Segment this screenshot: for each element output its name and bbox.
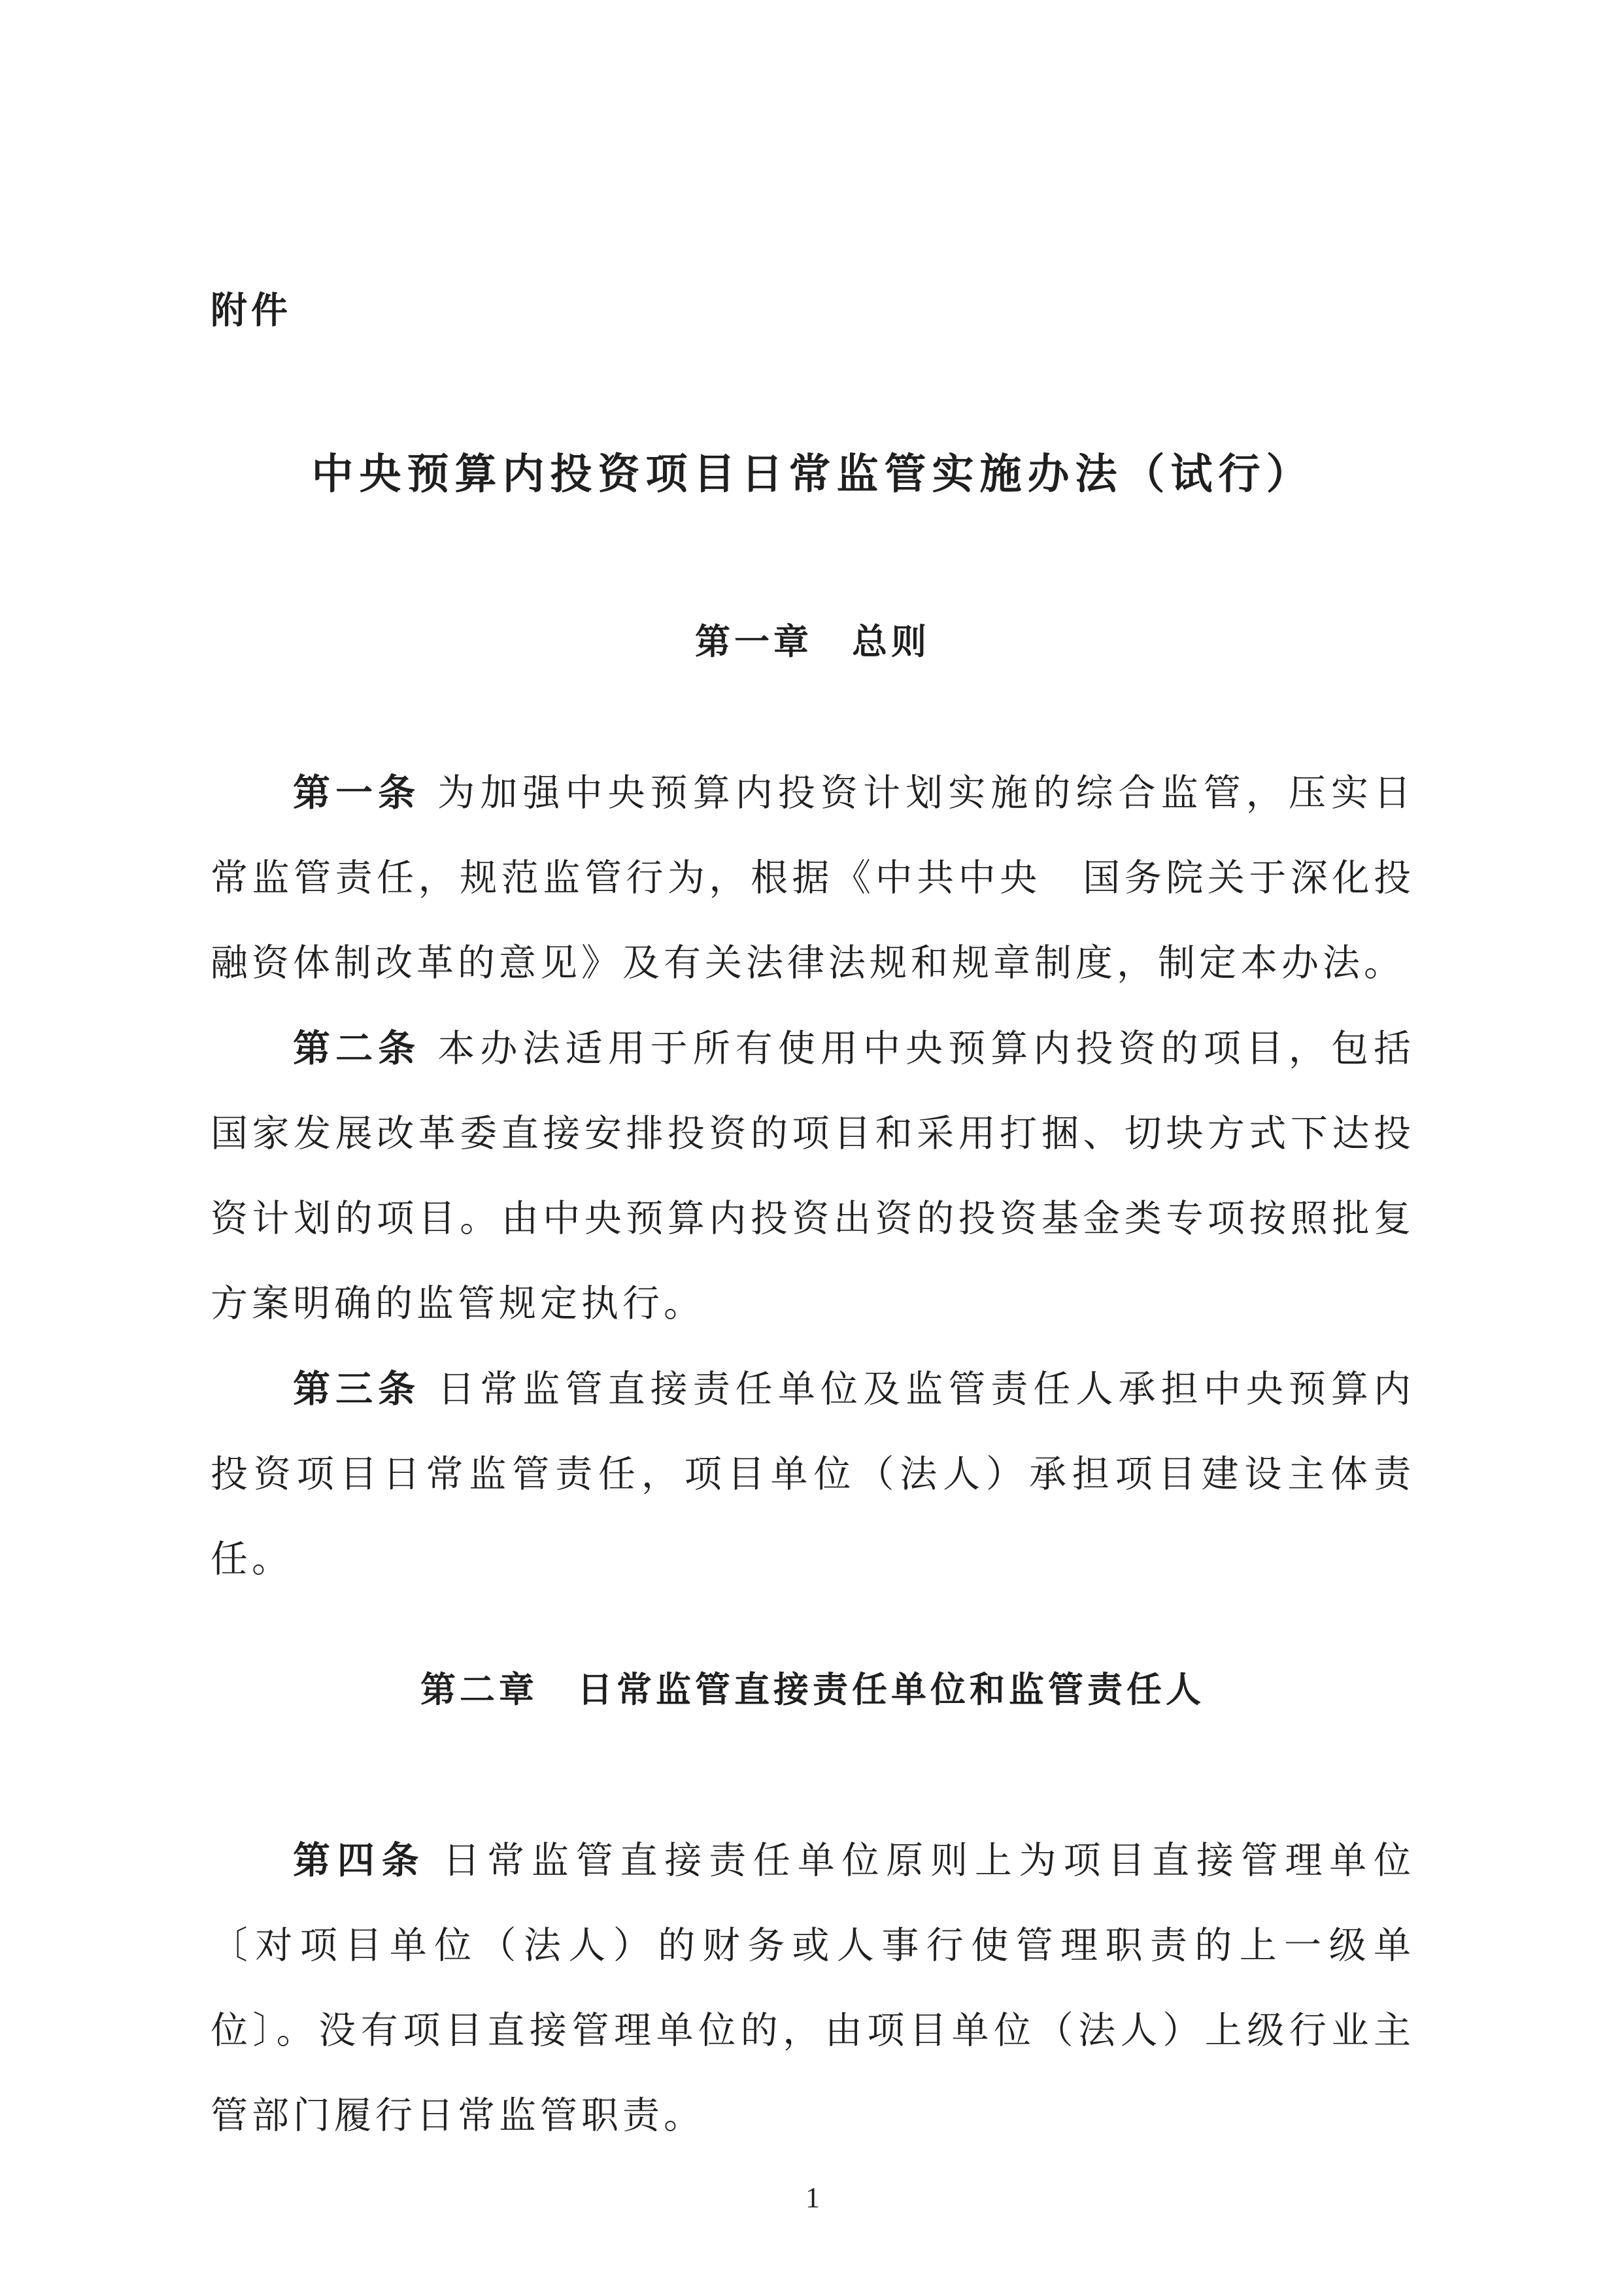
article-2-text: 本办法适用于所有使用中央预算内投资的项目，包括国家发展改革委直接安排投资的项目和采用打捆、切块方式下达投资计划的项目。由中央预算内投资出资的投资基金类专项按照批复方案明确的监管规定执行。: [211, 1028, 1415, 1324]
article-2-label: 第二条: [293, 1028, 421, 1070]
article-4: [211, 1818, 1415, 2159]
chapter-2-body: [211, 1818, 1415, 2159]
article-1-text: 为加强中央预算内投资计划实施的综合监管，压实日常监管责任，规范监管行为，根据《中共中央 国务院关于深化投融资体制改革的意见》及有关法律法规和规章制度，制定本办法。: [211, 773, 1415, 984]
article-4-label: 第四条: [293, 1840, 426, 1881]
article-3-text: 日常监管直接责任单位及监管责任人承担中央预算内投资项目日常监管责任，项目单位（法人）承担项目建设主体责任。: [211, 1369, 1415, 1580]
document-title: 中央预算内投资项目日常监管实施办法（试行）: [311, 450, 1314, 498]
article-1-label: 第一条: [293, 772, 421, 814]
article-2: [211, 1006, 1415, 1347]
attachment-label: 附件: [211, 290, 292, 331]
article-3: [211, 1347, 1415, 1602]
chapter-1-body: [211, 751, 1415, 1602]
chapter-2-heading: 第二章 日常监管直接责任单位和监管责任人: [420, 1670, 1205, 1710]
page-number: 1: [805, 2182, 820, 2214]
article-4-text: 日常监管直接责任单位原则上为项目直接管理单位〔对项目单位（法人）的财务或人事行使管理职责的上一级单位〕。没有项目直接管理单位的，由项目单位（法人）上级行业主管部门履行日常监管职责。: [211, 1840, 1415, 2136]
article-3-label: 第三条: [293, 1368, 421, 1410]
article-1: [211, 751, 1415, 1006]
chapter-1-heading: 第一章 总则: [695, 622, 930, 662]
